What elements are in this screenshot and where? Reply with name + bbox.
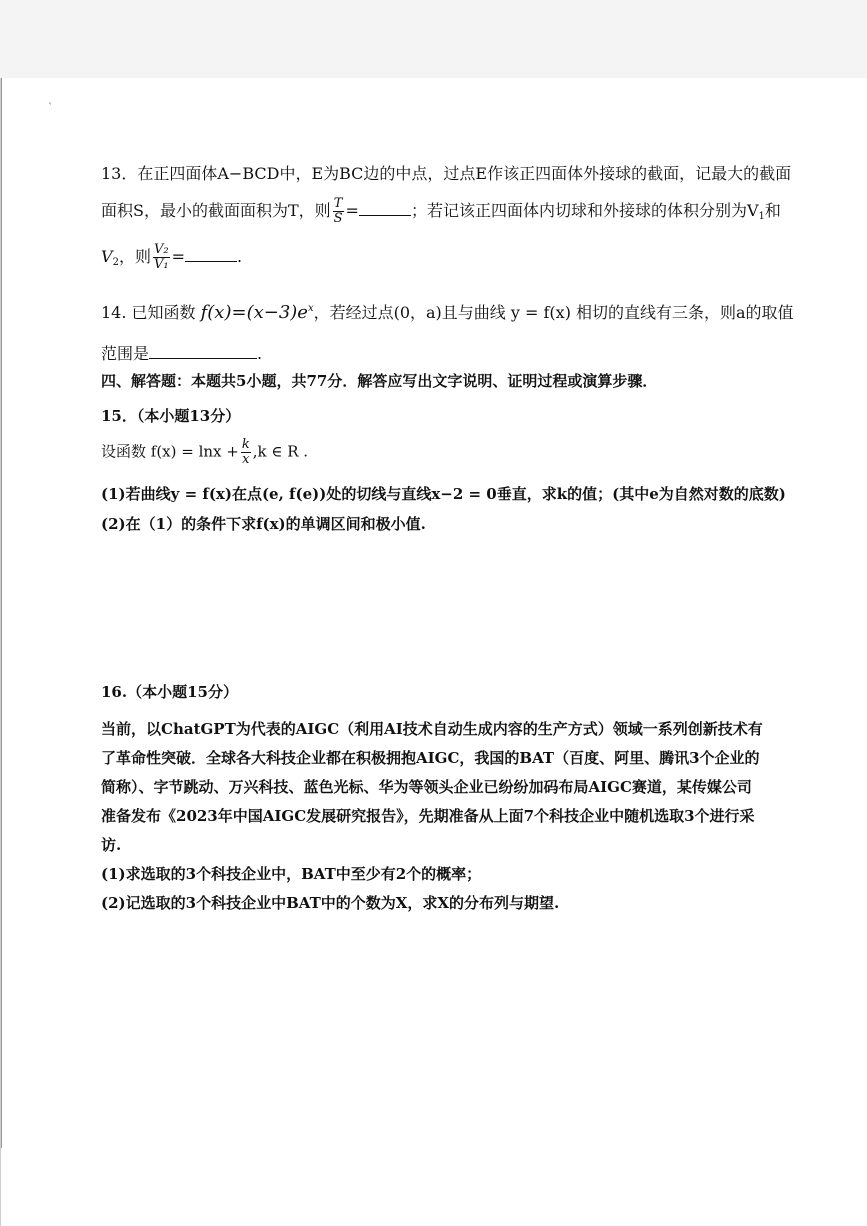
q15-func-b: ,k ∈ R . [252, 442, 309, 461]
section-heading-text: 四、解答题：本题共5小题，共77分．解答应写出文字说明、证明过程或演算步骤． [101, 372, 658, 390]
scan-top-margin [0, 0, 867, 78]
q13-fraction-v2v1 [153, 243, 170, 272]
q15-function-line [101, 438, 308, 467]
q15-fraction [241, 438, 251, 467]
q16-body-text: 当前，以ChatGPT为代表的AIGC（利用AI技术自动生成内容的生产方式）领域一系列创新技术有 [101, 720, 763, 738]
fraction-denominator: S [333, 211, 343, 226]
q14-exponent: x [307, 303, 314, 314]
q15-func-a: 设函数 f(x) = lnx + [101, 442, 239, 461]
q13-v2-symbol: V [101, 247, 113, 266]
q14-line-1 [101, 298, 794, 324]
fraction-denominator: V₁ [153, 257, 169, 272]
q13-text-2a: 面积S，最小的截面面积为T，则 [101, 201, 331, 220]
fraction-numerator: V₂ [153, 242, 169, 257]
q16-body-line [101, 776, 752, 798]
q15-header [101, 405, 240, 427]
q15-header-text: 15．（本小题13分） [101, 407, 241, 425]
q14-period: . [257, 344, 263, 363]
q14-answer-blank [149, 342, 257, 359]
fraction-numerator: T [333, 196, 343, 211]
q13-text-1: 13．在正四面体A−BCD中，E为BC边的中点，过点E作该正四面体外接球的截面，记最大的截面 [101, 164, 792, 183]
q15-part-2 [101, 513, 426, 535]
scan-speck: ˋ [48, 103, 53, 114]
q15-part-1-text: (1)若曲线y = f(x)在点(e, f(e))处的切线与直线x−2 = 0垂直，求k的值；(其中e为自然对数的底数) [101, 485, 786, 503]
q15-part-1 [101, 483, 786, 505]
q16-header-text: 16.（本小题15分） [101, 683, 238, 701]
q16-part-2 [101, 892, 559, 914]
q14-function: f(x)=(x−3)e [200, 302, 308, 323]
q15-part-2-text: (2)在（1）的条件下求f(x)的单调区间和极小值. [101, 515, 426, 533]
fraction-numerator: k [241, 437, 250, 452]
q14-text-1c: ，若经过点(0，a)且与曲线 y = f(x) 相切的直线有三条，则a的取值 [313, 303, 794, 322]
q13-equals: = [345, 201, 359, 220]
q16-header [101, 681, 238, 703]
q16-body-text: 简称）、字节跳动、万兴科技、蓝色光标、华为等领头企业已纷纷加码布局AIGC赛道，某传媒公司 [101, 778, 752, 796]
q16-body-line [101, 805, 755, 827]
fraction-denominator: x [242, 452, 250, 467]
q13-text-2d: 和 [764, 201, 781, 220]
q16-body-text: 访. [101, 836, 122, 854]
q13-answer-blank-2 [185, 245, 237, 262]
q13-text-2c: ；若记该正四面体内切球和外接球的体积分别为V [410, 201, 759, 220]
q13-equals-2: = [171, 247, 185, 266]
q16-body-line [101, 834, 121, 856]
q13-answer-blank-1 [359, 199, 411, 216]
q16-body-text: 了革命性突破．全球各大科技企业都在积极拥抱AIGC，我国的BAT（百度、阿里、腾讯3个企业的 [101, 749, 760, 767]
q13-text-3b: ，则 [118, 247, 151, 266]
q13-period: . [236, 247, 243, 266]
q16-part-1-text: (1)求选取的3个科技企业中，BAT中至少有2个的概率； [101, 865, 482, 883]
q13-line-2: 面积S，最小的截面面积为T，则 $\frac{T}{S}$ = ；若记该正四面体内切球和外接球的体积分别为$V_1$和 [101, 196, 781, 226]
q14-line-2 [101, 342, 262, 365]
section-heading [101, 370, 657, 392]
q16-body-line [101, 747, 760, 769]
q13-line-1 [101, 163, 791, 185]
q16-part-2-text: (2)记选取的3个科技企业中BAT中的个数为X，求X的分布列与期望. [101, 894, 560, 912]
q16-part-1 [101, 863, 481, 885]
q16-body-line [101, 718, 763, 740]
q14-text-2a: 范围是 [101, 344, 150, 363]
scan-edge-line [1, 78, 2, 1148]
q13-fraction-ts [333, 197, 344, 226]
q14-text-1a: 14. 已知函数 [101, 303, 201, 322]
q13-line-3: $V_2$，则 $\frac{\text{V₂}}{\text{V₁}}$ = . [101, 242, 243, 272]
q16-body-text: 准备发布《2023年中国AIGC发展研究报告》，先期准备从上面7个科技企业中随机选取3个进行采 [101, 807, 755, 825]
